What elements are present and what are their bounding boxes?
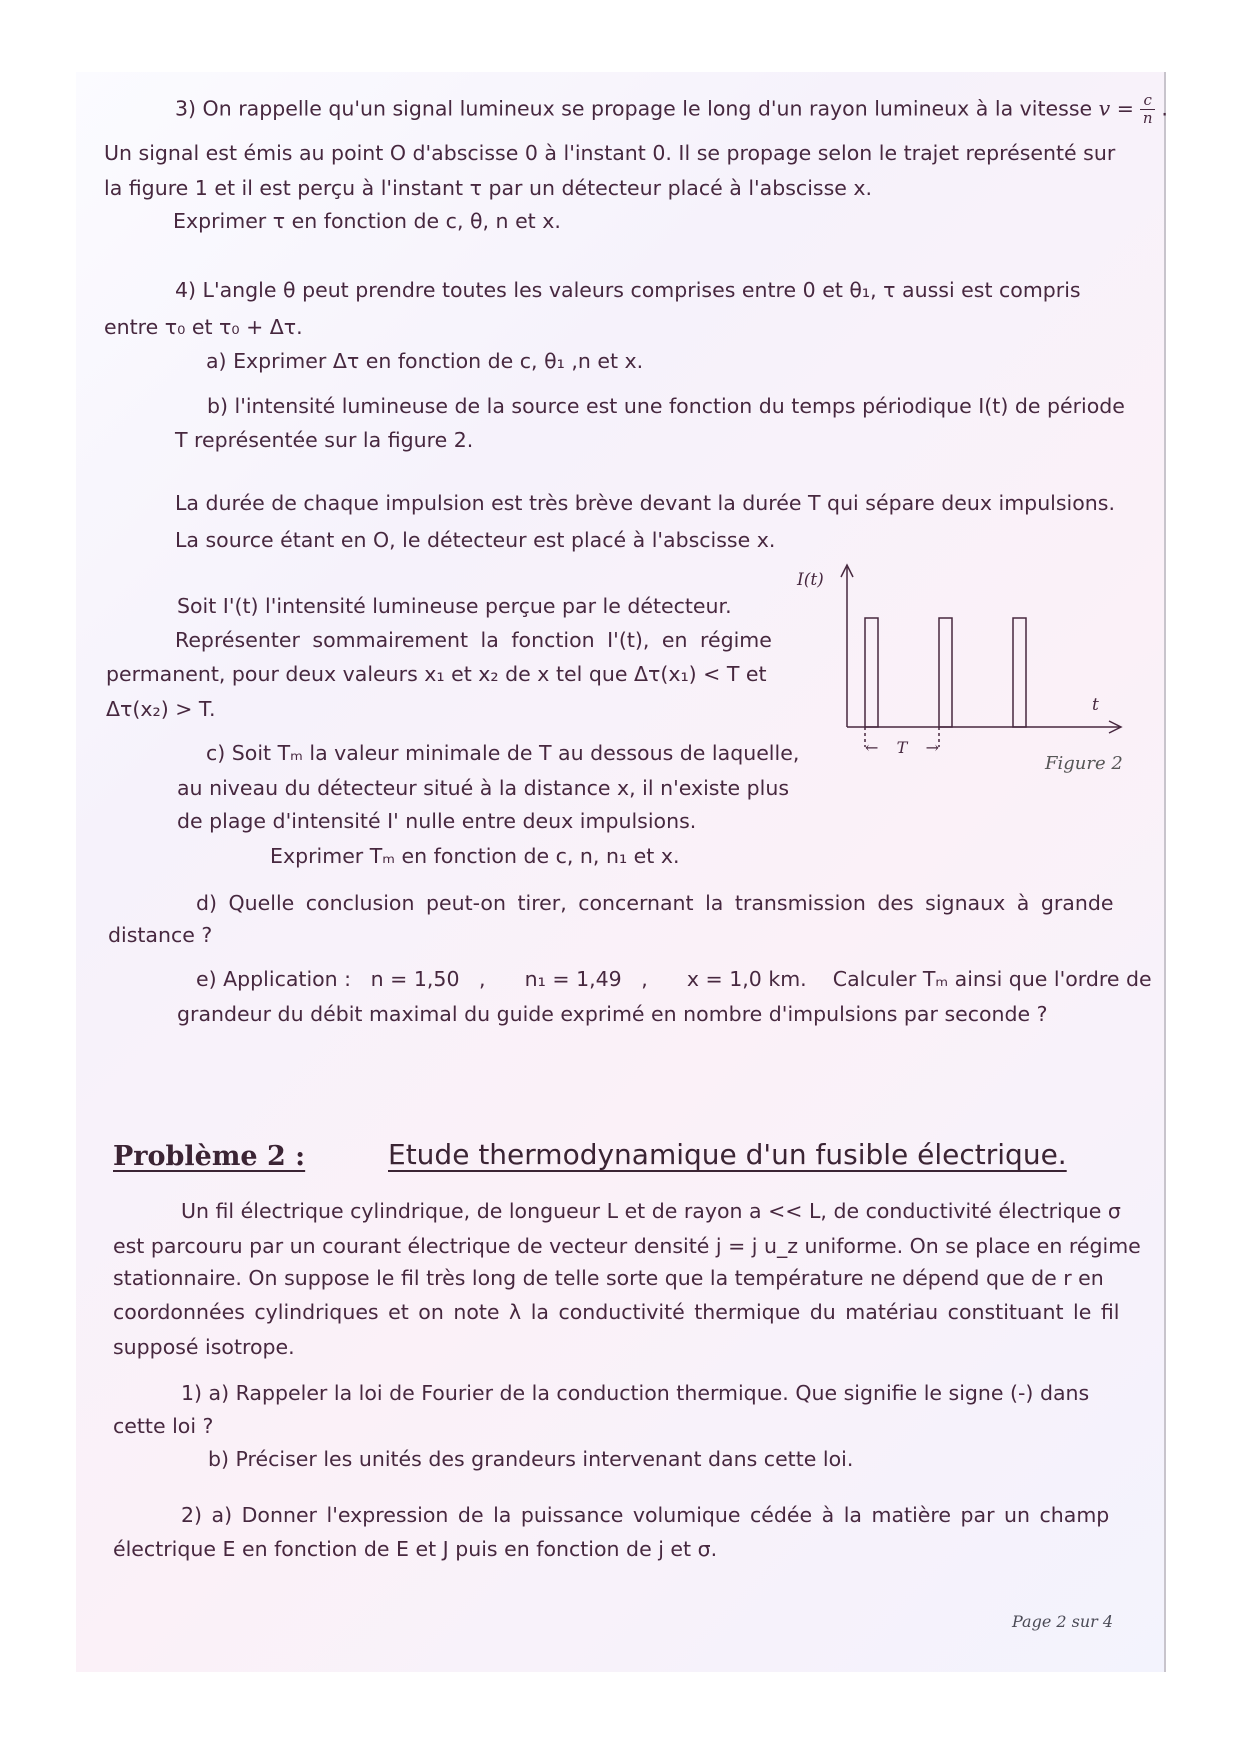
q3-line1 xyxy=(175,92,1168,127)
pulse-2 xyxy=(939,618,952,727)
q3-line2: Un signal est émis au point O d'abscisse 0 à l'instant 0. Il se propage selon le trajet représenté sur xyxy=(104,141,1116,165)
q4-line1: 4) L'angle θ peut prendre toutes les valeurs comprises entre 0 et θ₁, τ aussi est compris xyxy=(175,278,1081,302)
q4-c-line1: c) Soit Tₘ la valeur minimale de T au dessous de laquelle, xyxy=(206,741,800,765)
q4-c-line4: Exprimer Tₘ en fonction de c, n, n₁ et x. xyxy=(270,844,680,868)
q4-e-line2: grandeur du débit maximal du guide exprimé en nombre d'impulsions par seconde ? xyxy=(177,1002,1048,1026)
q4-s-line4: Δτ(x₂) > T. xyxy=(106,697,216,721)
p2-intro-line3: stationnaire. On suppose le fil très long de telle sorte que la température ne dépend que de r en xyxy=(113,1266,1104,1290)
q4-d-line1: d) Quelle conclusion peut-on tirer, concernant la transmission des signaux à grande xyxy=(196,891,1114,915)
p2-q1a-line2: cette loi ? xyxy=(113,1414,214,1438)
q4-d-line2: distance ? xyxy=(108,923,213,947)
q3-line1-end: . xyxy=(1161,96,1168,121)
p2-q1b: b) Préciser les unités des grandeurs intervenant dans cette loi. xyxy=(208,1447,854,1471)
q3-line4: Exprimer τ en fonction de c, θ, n et x. xyxy=(173,209,561,233)
p2-intro-line4: coordonnées cylindriques et on note λ la conductivité thermique du matériau constituant le fil xyxy=(113,1300,1120,1324)
p2-intro-line1: Un fil électrique cylindrique, de longueur L et de rayon a << L, de conductivité électrique σ xyxy=(181,1199,1121,1223)
pulse-3 xyxy=(1013,618,1026,727)
q4-e-line1: e) Application : n = 1,50 , n₁ = 1,49 , x = 1,0 km. Calculer Tₘ ainsi que l'ordre de xyxy=(196,967,1152,991)
q4-c-line2: au niveau du détecteur situé à la distance x, il n'existe plus xyxy=(177,776,790,800)
x-axis-label: t xyxy=(1092,695,1099,715)
fraction-numerator: c xyxy=(1140,92,1154,110)
q3-line3: la figure 1 et il est perçu à l'instant τ par un détecteur placé à l'abscisse x. xyxy=(104,176,873,200)
p2-q2a-line2: électrique E en fonction de E et J puis en fonction de j et σ. xyxy=(113,1537,718,1561)
q4-s-line2: Représenter sommairement la fonction I'(t), en régime xyxy=(175,628,772,652)
p2-intro-line2: est parcouru par un courant électrique de vecteur densité j = j u_z uniforme. On se place en régime xyxy=(113,1234,1141,1258)
velocity-fraction xyxy=(1140,92,1154,127)
pulse-1 xyxy=(865,618,878,727)
q4-s-line3: permanent, pour deux valeurs x₁ et x₂ de x tel que Δτ(x₁) < T et xyxy=(106,662,767,686)
figure-caption: Figure 2 xyxy=(1045,753,1123,774)
q4-line2: entre τ₀ et τ₀ + Δτ. xyxy=(104,315,303,339)
problem-2-label: Problème 2 : xyxy=(113,1141,306,1172)
document-page xyxy=(76,72,1166,1672)
p2-q1a-line1: 1) a) Rappeler la loi de Fourier de la conduction thermique. Que signifie le signe (-) dans xyxy=(181,1381,1090,1405)
problem-2-title: Etude thermodynamique d'un fusible électrique. xyxy=(388,1138,1067,1171)
q4-b-line2: T représentée sur la figure 2. xyxy=(175,428,474,452)
q4-s-line1: Soit I'(t) l'intensité lumineuse perçue par le détecteur. xyxy=(177,594,732,618)
figure-2 xyxy=(795,555,1135,785)
fraction-denominator: n xyxy=(1142,109,1153,127)
q4-p-line2: La source étant en O, le détecteur est placé à l'abscisse x. xyxy=(175,528,776,552)
q4-c-line3: de plage d'intensité I' nulle entre deux impulsions. xyxy=(177,809,697,833)
q4-p-line1: La durée de chaque impulsion est très brève devant la durée T qui sépare deux impulsions. xyxy=(175,491,1115,515)
p2-intro-line5: supposé isotrope. xyxy=(113,1335,295,1359)
page-number: Page 2 sur 4 xyxy=(1012,1612,1114,1631)
q4-b-line1: b) l'intensité lumineuse de la source est une fonction du temps périodique I(t) de période xyxy=(207,394,1125,418)
q3-line1-text: 3) On rappelle qu'un signal lumineux se propage le long d'un rayon lumineux à la vitesse xyxy=(175,96,1093,121)
q4-a: a) Exprimer Δτ en fonction de c, θ₁ ,n et x. xyxy=(206,349,644,373)
period-label: ←T→ xyxy=(865,738,939,757)
velocity-symbol: v = xyxy=(1098,96,1134,121)
p2-q2a-line1: 2) a) Donner l'expression de la puissance volumique cédée à la matière par un champ xyxy=(181,1503,1110,1527)
y-axis-label: I(t) xyxy=(797,570,824,590)
